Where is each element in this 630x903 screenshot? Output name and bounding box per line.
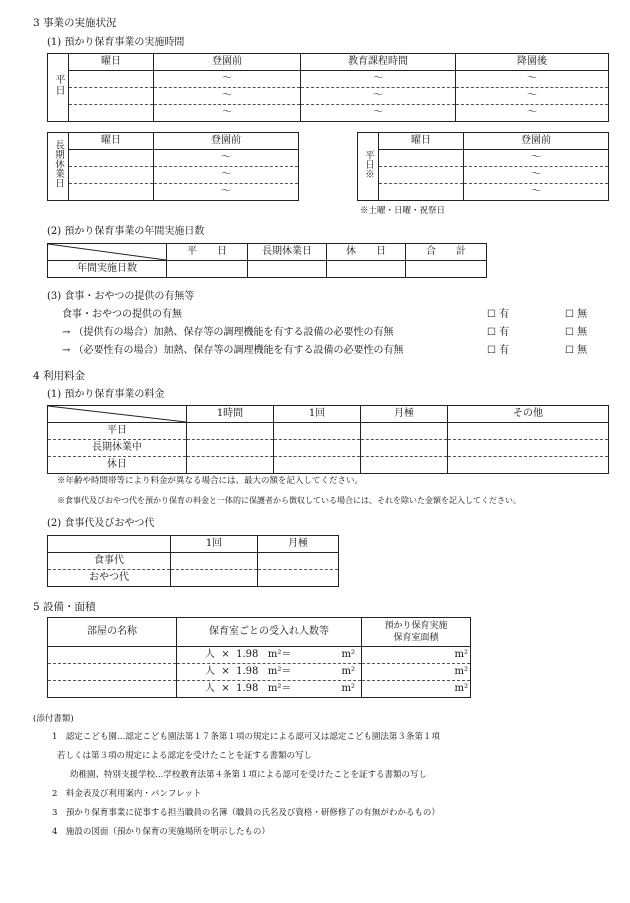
day-cell[interactable] [69,105,154,122]
holiday-side-label: 平日※ [363,149,374,179]
header-total: 合 計 [406,244,487,261]
section-5-title: 5 設備・面積 [33,601,96,613]
sqm-unit: m² [454,666,468,677]
annual-days-label: 年間実施日数 [48,261,167,278]
diagonal-cell [48,406,187,423]
tilde-cell[interactable]: ～ [301,88,456,105]
tilde-cell[interactable]: ～ [154,71,301,88]
diagonal-cell [48,244,167,261]
day-cell[interactable] [379,150,464,167]
factor: 1.98 [236,683,259,694]
fee-cell[interactable] [274,440,361,457]
meal-no-checkbox-1[interactable]: ☐ 無 [565,309,588,320]
person-unit: 人 [205,683,215,694]
meal-question-3: → （必要性有の場合）加熱、保存等の調理機能を有する設備の必要性の有無 [62,345,404,356]
sqm-equals: m²＝ [267,666,292,677]
meal-fee-table [47,535,339,587]
days-cell[interactable] [406,261,487,278]
header-long-holiday: 長期休業日 [248,244,327,261]
tilde-cell[interactable]: ～ [464,167,609,184]
attachment-4: 4 施設の図面（預かり保育の実施場所を明示したもの） [52,827,270,837]
tilde-cell[interactable]: ～ [154,150,299,167]
fee-cell[interactable] [361,457,448,474]
snack-fee-label: おやつ代 [48,570,171,587]
meal-question-1: 食事・おやつの提供の有無 [62,309,182,320]
long-holiday-table [47,132,299,201]
tilde-cell[interactable]: ～ [301,105,456,122]
factor: 1.98 [236,666,259,677]
tilde-cell[interactable]: ～ [456,71,609,88]
day-cell[interactable] [69,88,154,105]
header-day: 曜日 [69,54,154,71]
header-monthly: 月極 [258,536,339,553]
meal-fee-label: 食事代 [48,553,171,570]
room-name-cell[interactable] [48,664,177,681]
meal-no-checkbox-2[interactable]: ☐ 無 [565,327,588,338]
meal-yes-checkbox-1[interactable]: ☐ 有 [487,309,510,320]
header-day: 曜日 [379,133,464,150]
tilde-cell[interactable]: ～ [464,150,609,167]
day-cell[interactable] [379,167,464,184]
header-per-time: 1回 [274,406,361,423]
section-4-title: 4 利用料金 [33,370,86,382]
sqm-equals: m²＝ [267,683,292,694]
times-sign: × [221,683,230,694]
room-name-cell[interactable] [48,681,177,698]
fee-row-label: 休日 [48,457,187,474]
fee-cell[interactable] [274,457,361,474]
person-unit: 人 [205,649,215,660]
section-3-2-title: (2) 預かり保育事業の年間実施日数 [47,226,205,237]
attachments-title: (添付書類) [33,714,74,724]
day-cell[interactable] [69,150,154,167]
section-3-title: 3 事業の実施状況 [33,17,117,29]
fee-cell[interactable] [187,423,274,440]
fee-row-label: 平日 [48,423,187,440]
day-cell[interactable] [69,167,154,184]
tilde-cell[interactable]: ～ [154,88,301,105]
attachment-2: 2 料金表及び利用案内・パンフレット [52,789,202,799]
annual-days-table [47,243,487,278]
sqm-unit: m² [341,649,355,660]
meal-yes-checkbox-2[interactable]: ☐ 有 [487,327,510,338]
meal-fee-cell[interactable] [171,553,258,570]
header-other: その他 [448,406,609,423]
fee-cell[interactable] [448,457,609,474]
tilde-cell[interactable]: ～ [154,105,301,122]
fee-note-1: ※年齢や時間帯等により料金が異なる場合には、最大の額を記入してください。 [57,476,364,486]
area-cell[interactable] [362,681,471,698]
person-unit: 人 [205,666,215,677]
times-sign: × [221,649,230,660]
header-before: 登園前 [464,133,609,150]
fee-cell[interactable] [274,423,361,440]
header-holiday: 休 日 [327,244,406,261]
capacity-calc-cell[interactable] [177,647,362,664]
attachment-3: 3 預かり保育事業に従事する担当職員の名簿（職員の氏名及び資格・研修修了の有無がわかるもの） [52,808,440,818]
fee-table [47,405,609,474]
fee-cell[interactable] [448,423,609,440]
section-4-2-title: (2) 食事代及びおやつ代 [47,518,155,529]
sqm-unit: m² [454,649,468,660]
day-cell[interactable] [379,184,464,201]
meal-yes-checkbox-3[interactable]: ☐ 有 [487,345,510,356]
day-cell[interactable] [69,71,154,88]
room-name-cell[interactable] [48,647,177,664]
sqm-unit: m² [341,683,355,694]
header-before: 登園前 [154,54,301,71]
fee-cell[interactable] [187,440,274,457]
fee-cell[interactable] [448,440,609,457]
tilde-cell[interactable]: ～ [154,167,299,184]
days-cell[interactable] [327,261,406,278]
tilde-cell[interactable]: ～ [464,184,609,201]
header-after: 降園後 [456,54,609,71]
facility-table [47,617,471,698]
fee-cell[interactable] [187,457,274,474]
fee-row-label: 長期休業中 [48,440,187,457]
meal-fee-cell[interactable] [258,553,339,570]
fee-cell[interactable] [361,440,448,457]
snack-fee-cell[interactable] [258,570,339,587]
section-4-1-title: (1) 預かり保育事業の料金 [47,389,165,400]
snack-fee-cell[interactable] [171,570,258,587]
area-cell[interactable] [362,647,471,664]
header-area-line2: 保育室面積 [393,633,439,643]
tilde-cell[interactable]: ～ [456,88,609,105]
fee-cell[interactable] [361,423,448,440]
header-room-name: 部屋の名称 [48,618,177,647]
holiday-table [357,132,609,201]
meal-no-checkbox-3[interactable]: ☐ 無 [565,345,588,356]
attachment-1: 1 認定こども園…認定こども園法第１７条第１項の規定による認可又は認定こども園法第３条第１項 [52,732,440,742]
section-3-1-title: (1) 預かり保育事業の実施時間 [47,37,185,48]
blank-header [48,536,171,553]
header-school-hours: 教育課程時間 [301,54,456,71]
area-cell[interactable] [362,664,471,681]
day-cell[interactable] [69,184,154,201]
tilde-cell[interactable]: ～ [154,184,299,201]
header-monthly: 月極 [361,406,448,423]
days-cell[interactable] [248,261,327,278]
sqm-unit: m² [454,683,468,694]
attachment-1-kindergarten: 幼稚園、特別支援学校…学校教育法第４条第１項による認可を受けたことを証する書類の写し [70,770,428,780]
tilde-cell[interactable]: ～ [456,105,609,122]
meal-question-2: → （提供有の場合）加熱、保存等の調理機能を有する設備の必要性の有無 [62,327,394,338]
capacity-calc-cell[interactable] [177,681,362,698]
attachment-1-cont: 若しくは第３項の規定による認定を受けたことを証する書類の写し [57,751,313,761]
header-per-time: 1回 [171,536,258,553]
long-holiday-side-label: 長期休業日 [53,140,64,188]
weekday-side-label: 平日 [53,74,64,96]
weekday-time-table [47,53,609,122]
section-3-3-title: (3) 食事・おやつの提供の有無等 [47,291,195,302]
sqm-unit: m² [341,666,355,677]
header-area-line1: 預かり保育実施 [384,621,448,631]
days-cell[interactable] [167,261,248,278]
header-day: 曜日 [69,133,154,150]
sqm-equals: m²＝ [267,649,292,660]
capacity-calc-cell[interactable] [177,664,362,681]
tilde-cell[interactable]: ～ [301,71,456,88]
fee-note-2: ※食事代及びおやつ代を預かり保育の料金と一体的に保護者から徴収している場合には、それを除いた金額を記入してください。 [57,496,521,505]
holiday-note: ※土曜・日曜・祝祭日 [360,206,446,216]
factor: 1.98 [236,649,259,660]
times-sign: × [221,666,230,677]
header-before: 登園前 [154,133,299,150]
header-per-hour: 1時間 [187,406,274,423]
header-weekday: 平 日 [167,244,248,261]
header-capacity: 保育室ごとの受入れ人数等 [177,618,362,647]
